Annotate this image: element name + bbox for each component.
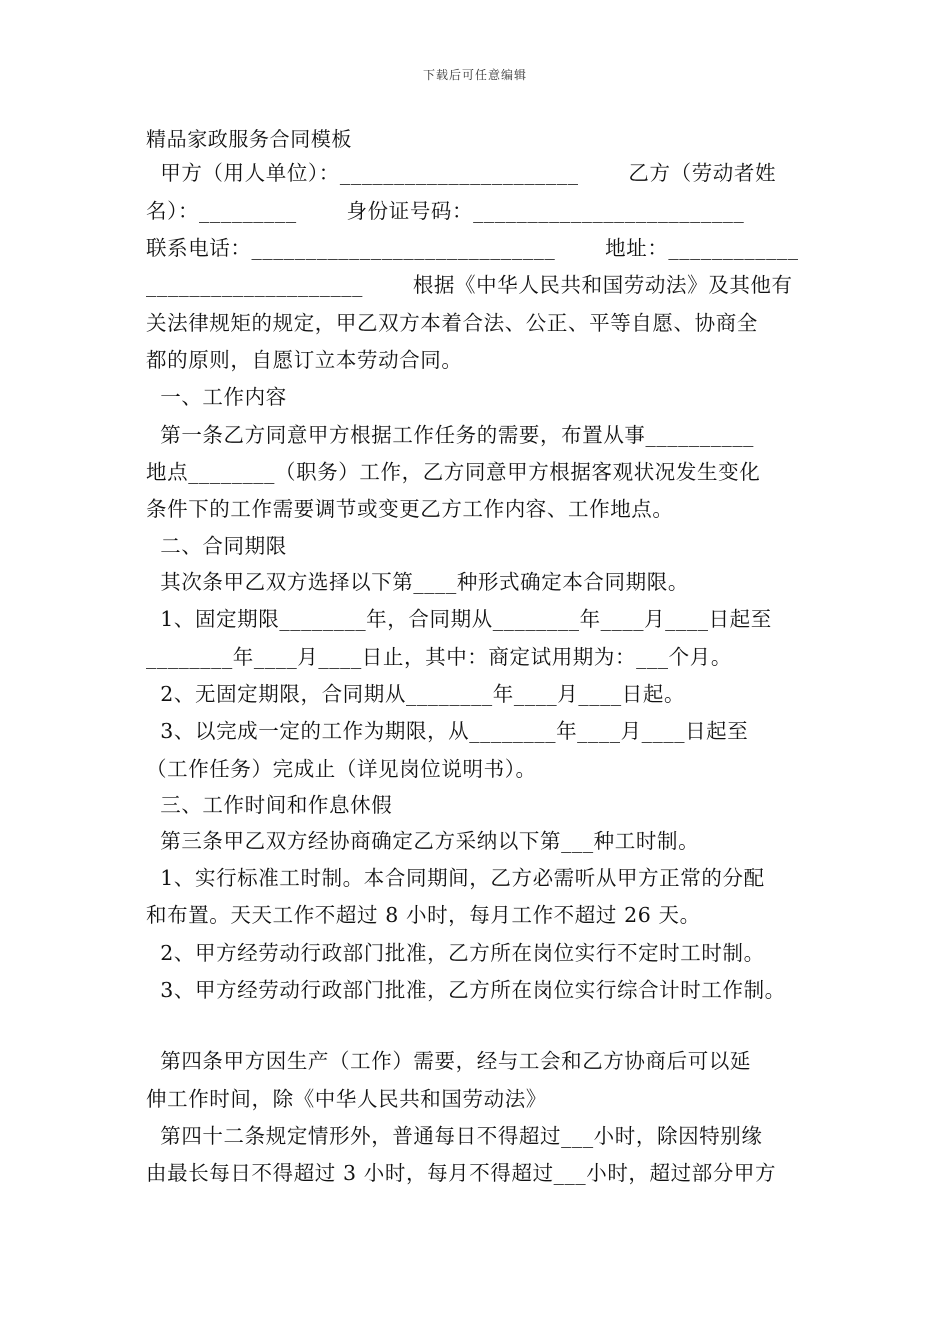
- text-line: 第一条乙方同意甲方根据工作任务的需要，布置从事__________: [146, 423, 755, 447]
- section-heading: 二、合同期限: [146, 534, 287, 558]
- text-line: ____________________ 根据《中华人民共和国劳动法》及其他有: [146, 273, 793, 297]
- text-line: 第三条甲乙双方经协商确定乙方采纳以下第___种工时制。: [146, 829, 700, 853]
- text-line: 2、无固定期限，合同期从________年____月____日起。: [146, 682, 686, 706]
- text-line: 2、甲方经劳动行政部门批准，乙方所在岗位实行不定时工时制。: [146, 941, 765, 965]
- text-line: 关法律规矩的规定，甲乙双方本着合法、公正、平等自愿、协商全: [146, 311, 758, 335]
- text-line: 第四条甲方因生产（工作）需要，经与工会和乙方协商后可以延: [146, 1049, 752, 1073]
- text-line: 第四十二条规定情形外，普通每日不得超过___小时，除因特别缘: [146, 1124, 763, 1148]
- text-line: 地点________（职务）工作，乙方同意甲方根据客观状况发生变化: [146, 460, 761, 484]
- text-line: 名）：_________ 身份证号码：_________________________: [146, 199, 745, 223]
- section-heading: 三、工作时间和作息休假: [146, 793, 393, 817]
- text-line: 联系电话：____________________________ 地址：____________: [146, 236, 799, 260]
- text-line: 和布置。天天工作不超过 8 小时，每月工作不超过 26 天。: [146, 903, 701, 927]
- text-line: ________年____月____日止，其中：商定试用期为：___个月。: [146, 645, 732, 669]
- text-line: 伸工作时间，除《中华人民共和国劳动法》: [146, 1087, 547, 1111]
- document-title: 精品家政服务合同模板: [146, 127, 352, 151]
- text-line: 都的原则，自愿订立本劳动合同。: [146, 348, 463, 372]
- text-line: 甲方（用人单位）：______________________ 乙方（劳动者姓: [146, 161, 777, 185]
- section-heading: 一、工作内容: [146, 385, 287, 409]
- header-note: 下载后可任意编辑: [422, 68, 527, 82]
- text-line: 3、甲方经劳动行政部门批准，乙方所在岗位实行综合计时工作制。: [146, 978, 786, 1002]
- text-line: （工作任务）完成止（详见岗位说明书）。: [146, 757, 537, 781]
- text-line: 其次条甲乙双方选择以下第____种形式确定本合同期限。: [146, 570, 689, 594]
- text-line: 由最长每日不得超过 3 小时，每月不得超过___小时，超过部分甲方: [146, 1161, 777, 1185]
- text-line: 1、实行标准工时制。本合同期间，乙方必需听从甲方正常的分配: [146, 866, 765, 890]
- text-line: 条件下的工作需要调节或变更乙方工作内容、工作地点。: [146, 497, 674, 521]
- text-line: 1、固定期限________年，合同期从________年____月____日起至: [146, 607, 772, 631]
- text-line: 3、以完成一定的工作为期限，从________年____月____日起至: [146, 719, 749, 743]
